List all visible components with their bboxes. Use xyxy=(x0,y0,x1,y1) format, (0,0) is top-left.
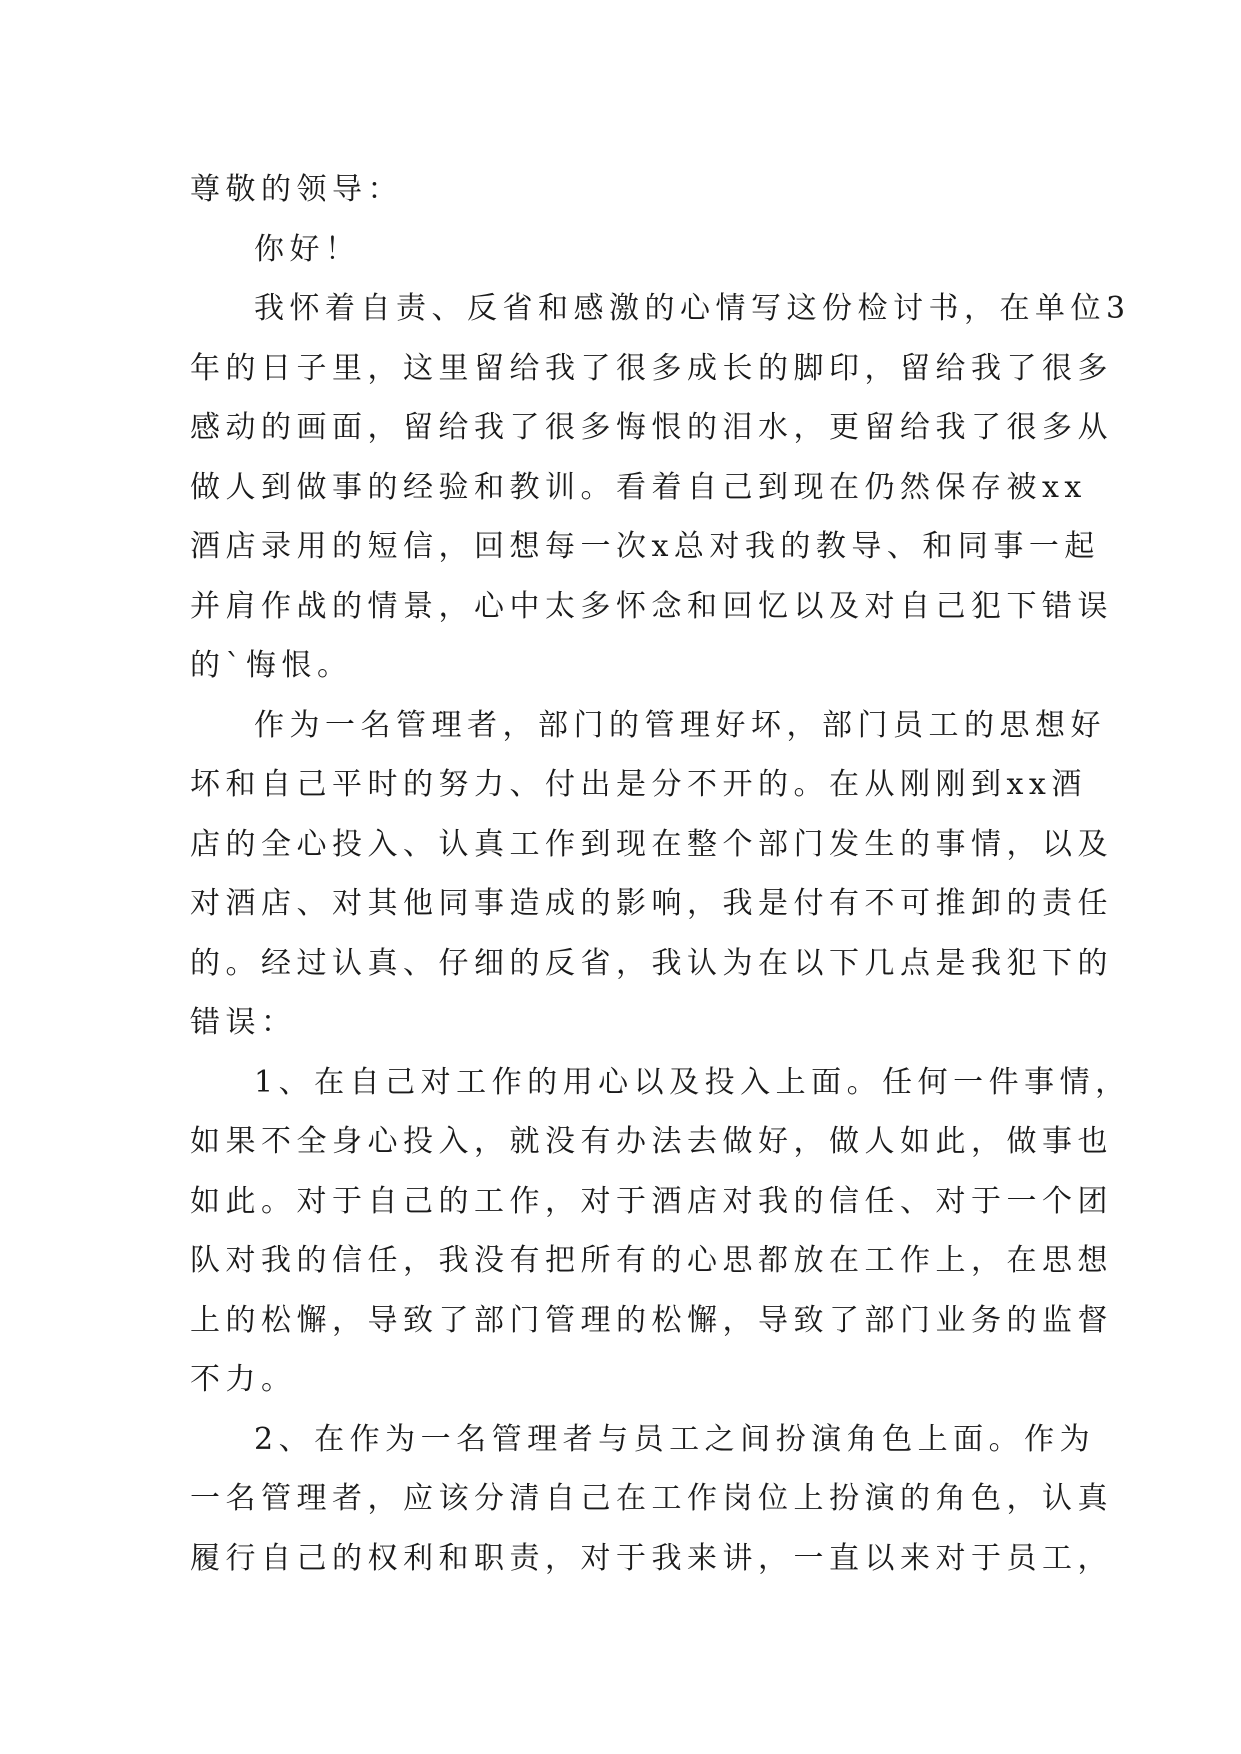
text-line: 年的日子里，这里留给我了很多成长的脚印，留给我了很多 xyxy=(190,350,1113,386)
text-line: 如此。对于自己的工作，对于酒店对我的信任、对于一个团 xyxy=(190,1183,1113,1219)
text-line: 的`悔恨。 xyxy=(190,648,353,683)
text-line: 2、在作为一名管理者与员工之间扮演角色上面。作为 xyxy=(254,1421,1096,1457)
text-line: 做人到做事的经验和教训。看着自己到现在仍然保存被xx xyxy=(190,469,1087,505)
salutation: 尊敬的领导： xyxy=(190,172,403,207)
text-line: 酒店录用的短信，回想每一次x总对我的教导、和同事一起 xyxy=(190,529,1100,564)
text-line: 队对我的信任，我没有把所有的心思都放在工作上，在思想 xyxy=(190,1243,1113,1278)
text-line: 一名管理者，应该分清自己在工作岗位上扮演的角色，认真 xyxy=(190,1481,1113,1516)
text-line: 对酒店、对其他同事造成的影响，我是付有不可推卸的责任 xyxy=(190,886,1113,921)
text-line: 履行自己的权利和职责，对于我来讲，一直以来对于员工， xyxy=(190,1540,1113,1576)
text-line: 作为一名管理者，部门的管理好坏，部门员工的思想好 xyxy=(254,707,1106,743)
text-line: 坏和自己平时的努力、付出是分不开的。在从刚刚到xx酒 xyxy=(190,767,1087,802)
text-line: 1、在自己对工作的用心以及投入上面。任何一件事情， xyxy=(254,1064,1131,1100)
greeting: 你好！ xyxy=(254,231,361,267)
text-line: 不力。 xyxy=(190,1362,297,1397)
text-line: 店的全心投入、认真工作到现在整个部门发生的事情，以及 xyxy=(190,826,1113,862)
text-line: 如果不全身心投入，就没有办法去做好，做人如此，做事也 xyxy=(190,1124,1113,1159)
text-line: 的。经过认真、仔细的反省，我认为在以下几点是我犯下的 xyxy=(190,945,1113,981)
text-line: 上的松懈，导致了部门管理的松懈，导致了部门业务的监督 xyxy=(190,1302,1113,1338)
text-line: 并肩作战的情景，心中太多怀念和回忆以及对自己犯下错误 xyxy=(190,588,1113,624)
letter-body xyxy=(190,160,1131,1588)
text-line: 我怀着自责、反省和感激的心情写这份检讨书，在单位3 xyxy=(254,291,1131,326)
text-line: 错误： xyxy=(190,1005,297,1040)
text-line: 感动的画面，留给我了很多悔恨的泪水，更留给我了很多从 xyxy=(190,410,1113,445)
